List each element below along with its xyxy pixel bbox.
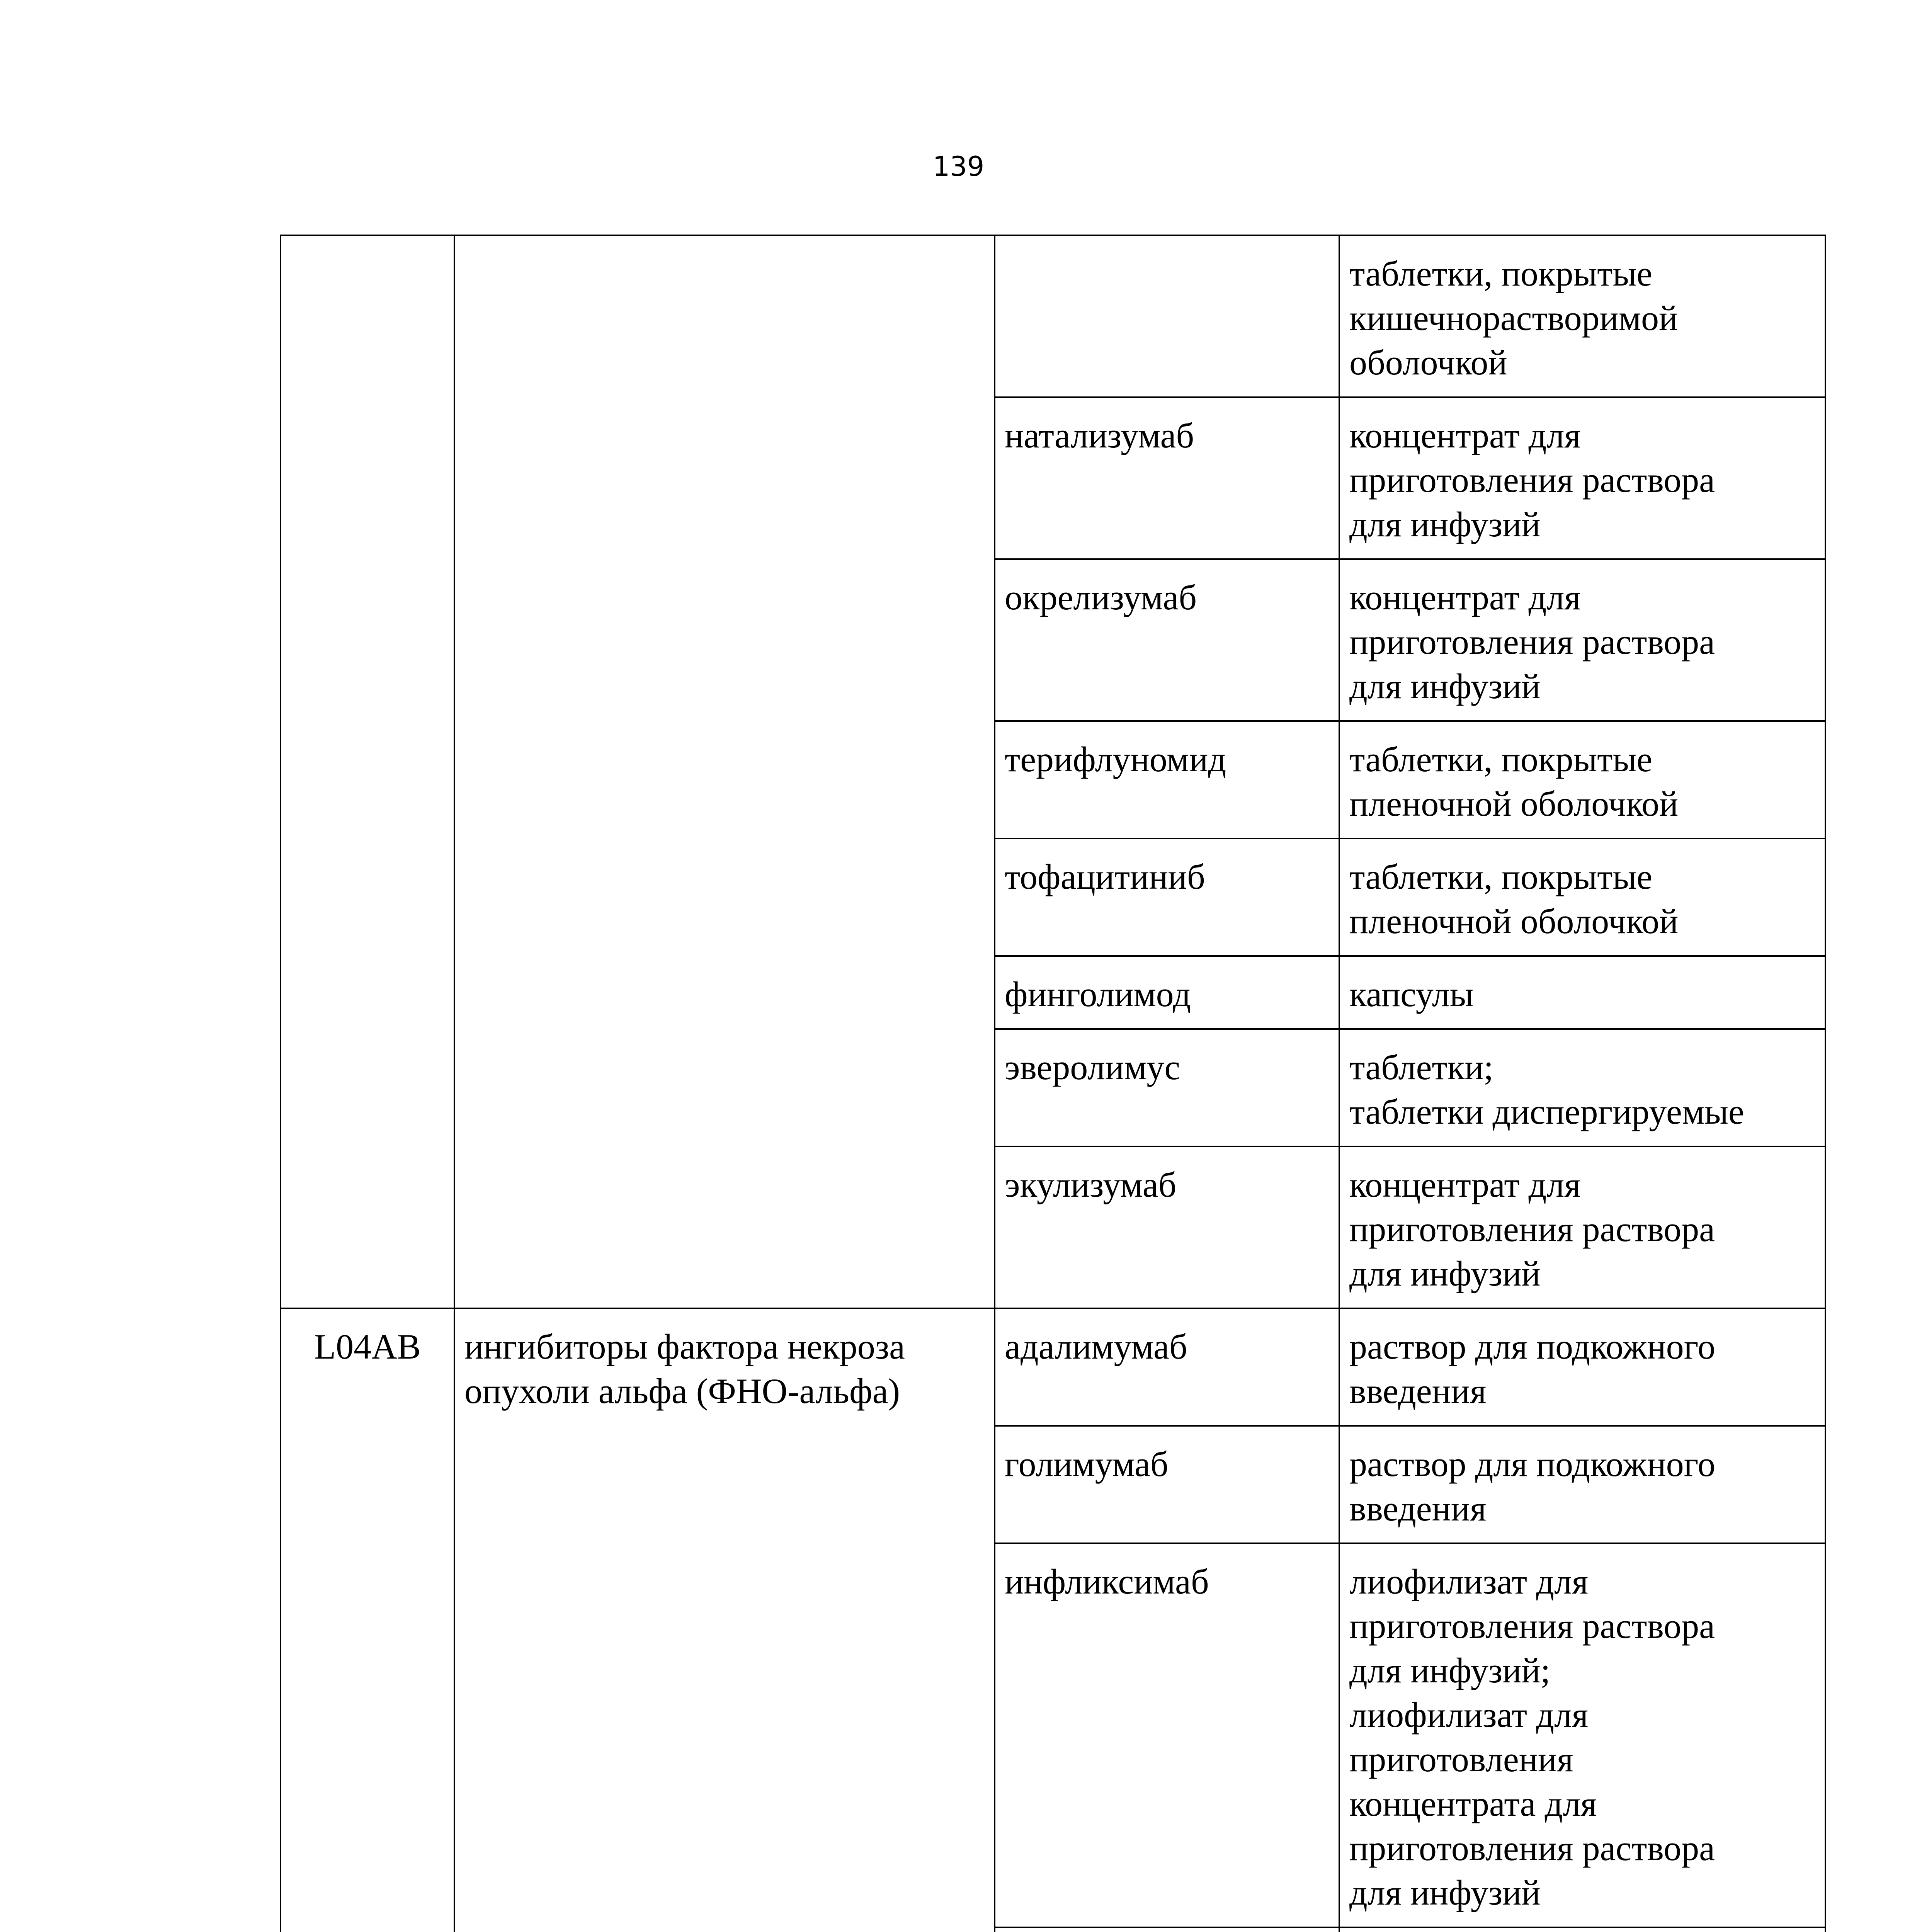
dosage-form-cell: капсулы [1339,956,1825,1029]
dosage-form-cell: лиофилизат для приготовления раствора для инфузий; лиофилизат для приготовления концентрата для приготовления раствора для инфузий [1339,1543,1825,1927]
drug-name-cell: эверолимус [995,1029,1339,1146]
table-row [281,1308,1825,1426]
drug-name-cell: инфликсимаб [995,1543,1339,1927]
dosage-form-cell: раствор для подкожного введения [1339,1308,1825,1426]
dosage-form-cell [1339,1927,1825,1932]
atc-code-cell: L04AB [281,1308,454,1932]
drug-name-cell: экулизумаб [995,1146,1339,1308]
drug-name-cell [995,1927,1339,1932]
drug-name-cell: голимумаб [995,1426,1339,1543]
page-number: 139 [932,151,985,182]
table-row [281,235,1825,397]
drug-table [280,235,1826,1932]
drug-name-cell: финголимод [995,956,1339,1029]
drug-name-cell: тофацитиниб [995,838,1339,956]
group-name-cell [454,235,995,1308]
dosage-form-cell: таблетки, покрытые пленочной оболочкой [1339,721,1825,838]
dosage-form-cell: таблетки; таблетки диспергируемые [1339,1029,1825,1146]
dosage-form-cell: концентрат для приготовления раствора для инфузий [1339,559,1825,721]
dosage-form-cell: таблетки, покрытые пленочной оболочкой [1339,838,1825,956]
group-name-cell: ингибиторы фактора некроза опухоли альфа (ФНО-альфа) [454,1308,995,1932]
drug-name-cell: адалимумаб [995,1308,1339,1426]
atc-code-cell [281,235,454,1308]
dosage-form-cell: концентрат для приготовления раствора для инфузий [1339,1146,1825,1308]
drug-table-body [281,235,1825,1932]
drug-name-cell: окрелизумаб [995,559,1339,721]
dosage-form-cell: концентрат для приготовления раствора для инфузий [1339,397,1825,559]
drug-name-cell [995,235,1339,397]
dosage-form-cell: раствор для подкожного введения [1339,1426,1825,1543]
drug-name-cell: терифлуномид [995,721,1339,838]
drug-name-cell: натализумаб [995,397,1339,559]
dosage-form-cell: таблетки, покрытые кишечнорастворимой оболочкой [1339,235,1825,397]
